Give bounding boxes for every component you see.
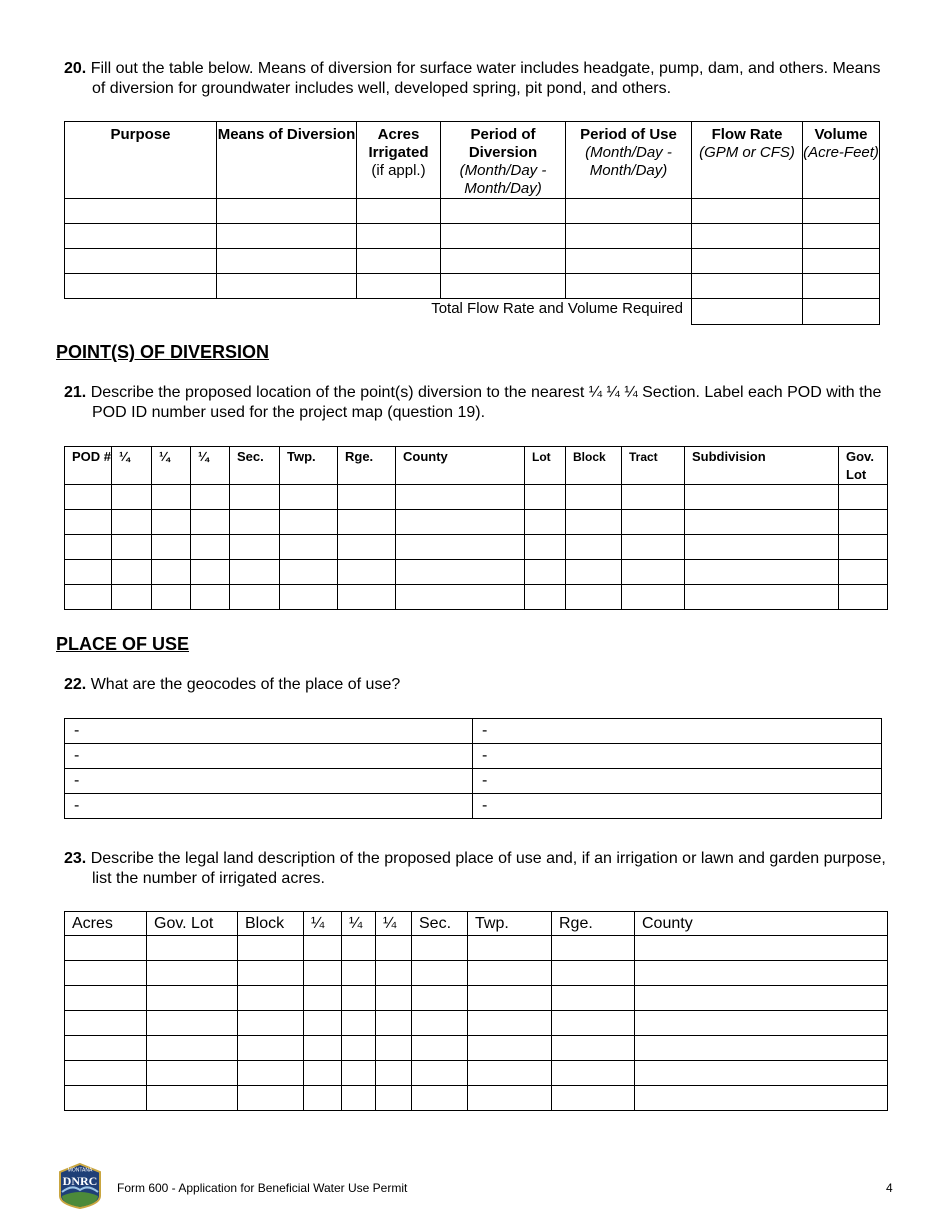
table-row bbox=[65, 936, 888, 961]
table-row bbox=[65, 719, 882, 744]
input-cell[interactable] bbox=[338, 510, 396, 535]
question-number: 22. bbox=[64, 676, 87, 693]
input-cell[interactable] bbox=[65, 986, 147, 1011]
input-cell[interactable] bbox=[238, 1061, 304, 1086]
table-row bbox=[65, 510, 888, 535]
section-heading-pou: PLACE OF USE bbox=[56, 634, 190, 654]
input-cell[interactable] bbox=[304, 1086, 342, 1111]
input-cell[interactable] bbox=[65, 936, 147, 961]
dnrc-logo-icon bbox=[56, 1162, 104, 1210]
input-cell[interactable] bbox=[396, 485, 525, 510]
input-cell[interactable] bbox=[412, 1036, 468, 1061]
input-cell[interactable] bbox=[65, 1036, 147, 1061]
input-cell[interactable] bbox=[191, 485, 230, 510]
question-22 bbox=[64, 675, 894, 695]
input-cell[interactable] bbox=[692, 249, 803, 274]
input-cell[interactable] bbox=[635, 936, 888, 961]
total-flow-rate-cell[interactable] bbox=[692, 299, 803, 325]
input-cell[interactable] bbox=[468, 961, 552, 986]
input-cell[interactable] bbox=[147, 1011, 238, 1036]
input-cell[interactable] bbox=[342, 1036, 376, 1061]
input-cell[interactable] bbox=[635, 1036, 888, 1061]
total-label: Total Flow Rate and Volume Required bbox=[431, 300, 683, 317]
input-cell[interactable] bbox=[525, 585, 566, 610]
header-note: (Month/Day - Month/Day) bbox=[585, 144, 672, 179]
input-cell[interactable] bbox=[412, 961, 468, 986]
header-title: Period of Diversion bbox=[468, 126, 538, 161]
input-cell[interactable] bbox=[230, 560, 280, 585]
input-cell[interactable] bbox=[525, 560, 566, 585]
footer-form-title: Form 600 - Application for Beneficial Water Use Permit bbox=[117, 1181, 408, 1195]
pod-table-header: Sec. bbox=[230, 447, 280, 485]
input-cell[interactable] bbox=[376, 936, 412, 961]
input-cell[interactable] bbox=[635, 1086, 888, 1111]
geocode-cell[interactable]: - bbox=[473, 744, 882, 769]
input-cell[interactable] bbox=[622, 485, 685, 510]
input-cell[interactable] bbox=[238, 1011, 304, 1036]
input-cell[interactable] bbox=[566, 249, 692, 274]
place-of-use-header: Sec. bbox=[412, 912, 468, 936]
pod-table-header: Block bbox=[566, 447, 622, 485]
input-cell[interactable] bbox=[525, 510, 566, 535]
table-row bbox=[65, 794, 882, 819]
place-of-use-header: Gov. Lot bbox=[147, 912, 238, 936]
input-cell[interactable] bbox=[112, 535, 152, 560]
pod-table-header: Rge. bbox=[338, 447, 396, 485]
logo-text: DNRC bbox=[62, 1174, 98, 1188]
input-cell[interactable] bbox=[338, 585, 396, 610]
geocode-cell[interactable]: - bbox=[65, 794, 473, 819]
input-cell[interactable] bbox=[622, 510, 685, 535]
input-cell[interactable] bbox=[304, 1061, 342, 1086]
table-row bbox=[65, 560, 888, 585]
pod-table-header: ¼ bbox=[112, 447, 152, 485]
input-cell[interactable] bbox=[65, 249, 217, 274]
question-number: 23. bbox=[64, 850, 87, 867]
purpose-table-header bbox=[692, 122, 803, 199]
place-of-use-header: Acres bbox=[65, 912, 147, 936]
input-cell[interactable] bbox=[65, 199, 217, 224]
input-cell[interactable] bbox=[280, 535, 338, 560]
input-cell[interactable] bbox=[152, 560, 191, 585]
pod-table-header: ¼ bbox=[191, 447, 230, 485]
input-cell[interactable] bbox=[803, 199, 880, 224]
question-20 bbox=[64, 59, 894, 99]
table-row bbox=[65, 961, 888, 986]
input-cell[interactable] bbox=[147, 1036, 238, 1061]
input-cell[interactable] bbox=[552, 936, 635, 961]
input-cell[interactable] bbox=[65, 560, 112, 585]
input-cell[interactable] bbox=[566, 585, 622, 610]
input-cell[interactable] bbox=[396, 535, 525, 560]
input-cell[interactable] bbox=[622, 560, 685, 585]
input-cell[interactable] bbox=[304, 986, 342, 1011]
place-of-use-header: County bbox=[635, 912, 888, 936]
header-title: Acres Irrigated bbox=[368, 126, 429, 161]
input-cell[interactable] bbox=[65, 485, 112, 510]
geocode-cell[interactable]: - bbox=[65, 744, 473, 769]
input-cell[interactable] bbox=[566, 224, 692, 249]
input-cell[interactable] bbox=[468, 1086, 552, 1111]
purpose-table-header bbox=[566, 122, 692, 199]
pod-table bbox=[64, 446, 888, 610]
table-row bbox=[65, 744, 882, 769]
purpose-table bbox=[64, 121, 880, 325]
input-cell[interactable] bbox=[217, 224, 357, 249]
input-cell[interactable] bbox=[230, 535, 280, 560]
header-title: Means of Diversion bbox=[217, 126, 356, 143]
input-cell[interactable] bbox=[622, 535, 685, 560]
pod-table-header: Subdivision bbox=[685, 447, 839, 485]
input-cell[interactable] bbox=[65, 585, 112, 610]
input-cell[interactable] bbox=[280, 585, 338, 610]
input-cell[interactable] bbox=[376, 1011, 412, 1036]
table-row bbox=[65, 1036, 888, 1061]
input-cell[interactable] bbox=[342, 1086, 376, 1111]
input-cell[interactable] bbox=[839, 560, 888, 585]
input-cell[interactable] bbox=[217, 199, 357, 224]
input-cell[interactable] bbox=[65, 1061, 147, 1086]
input-cell[interactable] bbox=[152, 510, 191, 535]
input-cell[interactable] bbox=[412, 1086, 468, 1111]
place-of-use-header: Rge. bbox=[552, 912, 635, 936]
question-21 bbox=[64, 383, 894, 423]
pod-table-header: POD # bbox=[65, 447, 112, 485]
input-cell[interactable] bbox=[217, 274, 357, 299]
input-cell[interactable] bbox=[839, 485, 888, 510]
input-cell[interactable] bbox=[357, 274, 441, 299]
input-cell[interactable] bbox=[280, 485, 338, 510]
input-cell[interactable] bbox=[685, 535, 839, 560]
geocode-cell[interactable]: - bbox=[473, 769, 882, 794]
input-cell[interactable] bbox=[396, 510, 525, 535]
input-cell[interactable] bbox=[468, 1011, 552, 1036]
table-row bbox=[65, 199, 880, 224]
input-cell[interactable] bbox=[635, 961, 888, 986]
input-cell[interactable] bbox=[304, 936, 342, 961]
input-cell[interactable] bbox=[396, 560, 525, 585]
input-cell[interactable] bbox=[152, 485, 191, 510]
input-cell[interactable] bbox=[65, 535, 112, 560]
question-text: Fill out the table below. Means of diversion for surface water includes headgate, pump, dam, and others. Means of diversion for groundwater includes well, developed spring, pit pond, and others. bbox=[90, 60, 881, 97]
input-cell[interactable] bbox=[191, 560, 230, 585]
input-cell[interactable] bbox=[839, 535, 888, 560]
table-row bbox=[65, 535, 888, 560]
question-text: Describe the proposed location of the point(s) diversion to the nearest ¼ ¼ ¼ Section. Label each POD with the POD ID number used for the project map (question 19). bbox=[90, 384, 882, 421]
input-cell[interactable] bbox=[566, 274, 692, 299]
input-cell[interactable] bbox=[342, 986, 376, 1011]
input-cell[interactable] bbox=[566, 199, 692, 224]
section-heading-pod: POINT(S) OF DIVERSION bbox=[56, 342, 270, 362]
table-row bbox=[65, 224, 880, 249]
input-cell[interactable] bbox=[441, 199, 566, 224]
input-cell[interactable] bbox=[280, 560, 338, 585]
question-number: 21. bbox=[64, 384, 87, 401]
input-cell[interactable] bbox=[357, 249, 441, 274]
input-cell[interactable] bbox=[342, 936, 376, 961]
input-cell[interactable] bbox=[65, 1011, 147, 1036]
input-cell[interactable] bbox=[468, 936, 552, 961]
input-cell[interactable] bbox=[217, 249, 357, 274]
input-cell[interactable] bbox=[685, 560, 839, 585]
input-cell[interactable] bbox=[412, 986, 468, 1011]
input-cell[interactable] bbox=[191, 535, 230, 560]
input-cell[interactable] bbox=[147, 936, 238, 961]
logo-top-text: MONTANA bbox=[67, 1167, 93, 1174]
input-cell[interactable] bbox=[525, 485, 566, 510]
input-cell[interactable] bbox=[338, 535, 396, 560]
total-volume-cell[interactable] bbox=[803, 299, 880, 325]
input-cell[interactable] bbox=[112, 585, 152, 610]
input-cell[interactable] bbox=[147, 1086, 238, 1111]
input-cell[interactable] bbox=[552, 986, 635, 1011]
geocode-cell[interactable]: - bbox=[65, 719, 473, 744]
input-cell[interactable] bbox=[685, 585, 839, 610]
table-row bbox=[65, 485, 888, 510]
input-cell[interactable] bbox=[376, 1036, 412, 1061]
geocode-table bbox=[64, 718, 882, 819]
input-cell[interactable] bbox=[376, 1086, 412, 1111]
input-cell[interactable] bbox=[441, 249, 566, 274]
input-cell[interactable] bbox=[238, 1086, 304, 1111]
input-cell[interactable] bbox=[230, 510, 280, 535]
input-cell[interactable] bbox=[552, 961, 635, 986]
input-cell[interactable] bbox=[342, 961, 376, 986]
input-cell[interactable] bbox=[238, 986, 304, 1011]
input-cell[interactable] bbox=[803, 249, 880, 274]
purpose-table-header bbox=[217, 122, 357, 199]
input-cell[interactable] bbox=[112, 510, 152, 535]
input-cell[interactable] bbox=[412, 1011, 468, 1036]
input-cell[interactable] bbox=[803, 274, 880, 299]
input-cell[interactable] bbox=[238, 1036, 304, 1061]
place-of-use-header: ¼ bbox=[376, 912, 412, 936]
input-cell[interactable] bbox=[147, 986, 238, 1011]
purpose-table-header bbox=[803, 122, 880, 199]
input-cell[interactable] bbox=[147, 1061, 238, 1086]
input-cell[interactable] bbox=[525, 535, 566, 560]
geocode-cell[interactable]: - bbox=[473, 794, 882, 819]
purpose-table-header bbox=[357, 122, 441, 199]
input-cell[interactable] bbox=[839, 585, 888, 610]
input-cell[interactable] bbox=[441, 224, 566, 249]
input-cell[interactable] bbox=[65, 961, 147, 986]
input-cell[interactable] bbox=[468, 1036, 552, 1061]
geocode-cell[interactable]: - bbox=[65, 769, 473, 794]
purpose-table-header bbox=[65, 122, 217, 199]
input-cell[interactable] bbox=[338, 560, 396, 585]
input-cell[interactable] bbox=[238, 961, 304, 986]
input-cell[interactable] bbox=[635, 1011, 888, 1036]
input-cell[interactable] bbox=[468, 986, 552, 1011]
header-note: (Month/Day - Month/Day) bbox=[459, 162, 547, 197]
input-cell[interactable] bbox=[230, 485, 280, 510]
input-cell[interactable] bbox=[685, 485, 839, 510]
input-cell[interactable] bbox=[65, 274, 217, 299]
table-row bbox=[65, 1086, 888, 1111]
input-cell[interactable] bbox=[803, 224, 880, 249]
header-title: Purpose bbox=[110, 126, 171, 143]
input-cell[interactable] bbox=[191, 510, 230, 535]
geocode-cell[interactable]: - bbox=[473, 719, 882, 744]
input-cell[interactable] bbox=[839, 510, 888, 535]
place-of-use-table bbox=[64, 911, 888, 1111]
header-note: (if appl.) bbox=[371, 162, 426, 179]
input-cell[interactable] bbox=[552, 1011, 635, 1036]
input-cell[interactable] bbox=[65, 510, 112, 535]
header-note: (GPM or CFS) bbox=[699, 144, 795, 161]
table-row bbox=[65, 249, 880, 274]
header-note: (Acre-Feet) bbox=[803, 144, 879, 161]
input-cell[interactable] bbox=[566, 535, 622, 560]
input-cell[interactable] bbox=[566, 560, 622, 585]
input-cell[interactable] bbox=[396, 585, 525, 610]
pod-table-header: Twp. bbox=[280, 447, 338, 485]
input-cell[interactable] bbox=[552, 1061, 635, 1086]
input-cell[interactable] bbox=[65, 1086, 147, 1111]
table-row bbox=[65, 1061, 888, 1086]
input-cell[interactable] bbox=[622, 585, 685, 610]
input-cell[interactable] bbox=[304, 1011, 342, 1036]
input-cell[interactable] bbox=[376, 986, 412, 1011]
input-cell[interactable] bbox=[152, 585, 191, 610]
input-cell[interactable] bbox=[552, 1086, 635, 1111]
input-cell[interactable] bbox=[152, 535, 191, 560]
input-cell[interactable] bbox=[412, 936, 468, 961]
pod-table-header: ¼ bbox=[152, 447, 191, 485]
input-cell[interactable] bbox=[635, 986, 888, 1011]
question-number: 20. bbox=[64, 60, 87, 77]
place-of-use-header: Block bbox=[238, 912, 304, 936]
input-cell[interactable] bbox=[357, 224, 441, 249]
pod-table-header: Tract bbox=[622, 447, 685, 485]
input-cell[interactable] bbox=[692, 274, 803, 299]
table-row bbox=[65, 986, 888, 1011]
input-cell[interactable] bbox=[112, 560, 152, 585]
input-cell[interactable] bbox=[230, 585, 280, 610]
input-cell[interactable] bbox=[280, 510, 338, 535]
input-cell[interactable] bbox=[635, 1061, 888, 1086]
input-cell[interactable] bbox=[692, 224, 803, 249]
input-cell[interactable] bbox=[357, 199, 441, 224]
input-cell[interactable] bbox=[147, 961, 238, 986]
question-text: Describe the legal land description of the proposed place of use and, if an irrigation or lawn and garden purpose, list the number of irrigated acres. bbox=[90, 850, 886, 887]
input-cell[interactable] bbox=[566, 510, 622, 535]
header-title: Flow Rate bbox=[711, 126, 783, 143]
pod-table-header: Lot bbox=[525, 447, 566, 485]
table-row bbox=[65, 769, 882, 794]
table-row bbox=[65, 585, 888, 610]
input-cell[interactable] bbox=[304, 1036, 342, 1061]
input-cell[interactable] bbox=[692, 199, 803, 224]
question-text: What are the geocodes of the place of use? bbox=[90, 676, 401, 693]
place-of-use-header: ¼ bbox=[342, 912, 376, 936]
input-cell[interactable] bbox=[412, 1061, 468, 1086]
input-cell[interactable] bbox=[376, 961, 412, 986]
input-cell[interactable] bbox=[468, 1061, 552, 1086]
table-row bbox=[65, 274, 880, 299]
input-cell[interactable] bbox=[441, 274, 566, 299]
input-cell[interactable] bbox=[376, 1061, 412, 1086]
place-of-use-header: Twp. bbox=[468, 912, 552, 936]
input-cell[interactable] bbox=[342, 1061, 376, 1086]
page-number: 4 bbox=[886, 1181, 893, 1195]
header-title: Period of Use bbox=[580, 126, 677, 143]
input-cell[interactable] bbox=[65, 224, 217, 249]
place-of-use-header: ¼ bbox=[304, 912, 342, 936]
input-cell[interactable] bbox=[338, 485, 396, 510]
input-cell[interactable] bbox=[552, 1036, 635, 1061]
table-row bbox=[65, 1011, 888, 1036]
purpose-table-header bbox=[441, 122, 566, 199]
header-title: Volume bbox=[814, 126, 868, 143]
input-cell[interactable] bbox=[112, 485, 152, 510]
input-cell[interactable] bbox=[342, 1011, 376, 1036]
input-cell[interactable] bbox=[685, 510, 839, 535]
input-cell[interactable] bbox=[304, 961, 342, 986]
input-cell[interactable] bbox=[566, 485, 622, 510]
input-cell[interactable] bbox=[238, 936, 304, 961]
question-23 bbox=[64, 849, 894, 889]
input-cell[interactable] bbox=[191, 585, 230, 610]
pod-table-header: Gov. Lot bbox=[839, 447, 888, 485]
pod-table-header: County bbox=[396, 447, 525, 485]
